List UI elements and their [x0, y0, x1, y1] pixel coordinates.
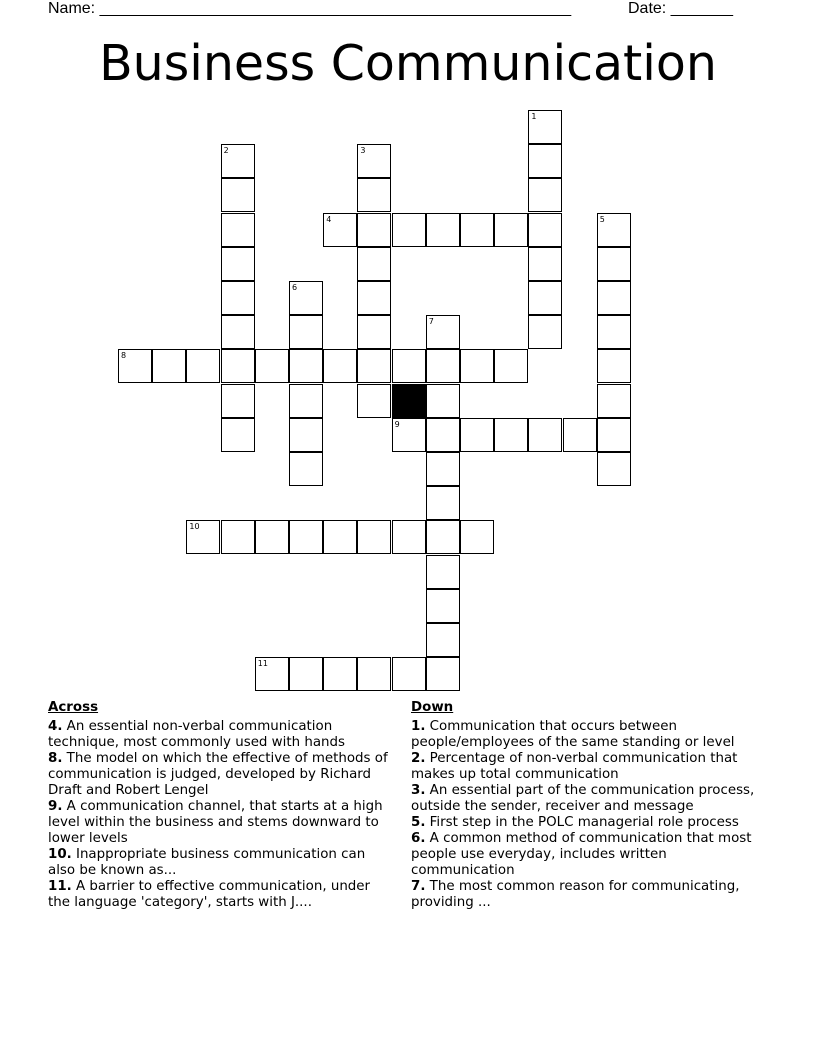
grid-cell[interactable]: [323, 213, 357, 247]
grid-cell[interactable]: [255, 349, 289, 383]
clue-number: 5.: [411, 815, 426, 830]
grid-cell[interactable]: [597, 247, 631, 281]
grid-cell[interactable]: [357, 349, 391, 383]
grid-cell[interactable]: [494, 418, 528, 452]
grid-cell[interactable]: [255, 657, 289, 691]
down-clue: [411, 783, 771, 815]
clue-text: Inappropriate business communication can also be known as...: [48, 847, 366, 878]
clue-text: A barrier to effective communication, under the language 'category', starts with J....: [48, 879, 371, 910]
grid-cell[interactable]: [357, 247, 391, 281]
down-clue: [411, 879, 771, 911]
grid-cell[interactable]: [597, 315, 631, 349]
grid-cell[interactable]: [289, 281, 323, 315]
clue-number: 9: [394, 419, 400, 429]
grid-cell[interactable]: [392, 213, 426, 247]
grid-cell[interactable]: [426, 555, 460, 589]
clue-number: 10: [189, 522, 200, 532]
down-clue: [411, 751, 771, 783]
grid-cell[interactable]: [323, 520, 357, 554]
clue-number: 11: [257, 659, 268, 669]
across-clue: [48, 799, 393, 847]
grid-cell[interactable]: [221, 178, 255, 212]
grid-cell[interactable]: [357, 178, 391, 212]
down-heading: Down: [411, 700, 454, 715]
grid-cell[interactable]: [426, 589, 460, 623]
across-clues: [48, 700, 393, 911]
clue-number: 3: [360, 146, 366, 156]
grid-cell[interactable]: [460, 213, 494, 247]
name-field[interactable]: Name: _____________________________________________________: [48, 0, 572, 17]
grid-cell[interactable]: [426, 384, 460, 418]
clue-text: Percentage of non-verbal communication that makes up total communication: [411, 751, 738, 782]
grid-cell[interactable]: [426, 213, 460, 247]
grid-cell[interactable]: [357, 213, 391, 247]
clue-number: 10.: [48, 847, 72, 862]
grid-cell[interactable]: [494, 349, 528, 383]
clue-number: 3.: [411, 783, 426, 798]
grid-cell[interactable]: [221, 418, 255, 452]
grid-cell[interactable]: [460, 520, 494, 554]
grid-cell[interactable]: [289, 657, 323, 691]
clue-text: An essential non-verbal communication technique, most commonly used with hands: [48, 719, 346, 750]
grid-cell[interactable]: [118, 349, 152, 383]
grid-cell[interactable]: [255, 520, 289, 554]
across-clue: [48, 847, 393, 879]
grid-cell[interactable]: [426, 486, 460, 520]
grid-cell[interactable]: [494, 213, 528, 247]
clue-number: 9.: [48, 799, 63, 814]
grid-cell[interactable]: [426, 623, 460, 657]
grid-cell[interactable]: [289, 452, 323, 486]
grid-cell[interactable]: [323, 349, 357, 383]
clue-number: 5: [599, 214, 605, 224]
clue-text: An essential part of the communication process, outside the sender, receiver and message: [411, 783, 755, 814]
grid-cell[interactable]: [186, 520, 220, 554]
clue-text: The most common reason for communicating, providing ...: [411, 879, 740, 910]
grid-cell[interactable]: [221, 315, 255, 349]
clue-number: 1.: [411, 719, 426, 734]
grid-cell[interactable]: [597, 418, 631, 452]
down-clue: [411, 831, 771, 879]
grid-cell[interactable]: [426, 520, 460, 554]
grid-cell[interactable]: [528, 144, 562, 178]
across-heading: Across: [48, 700, 99, 715]
grid-cell[interactable]: [597, 349, 631, 383]
grid-cell[interactable]: [221, 384, 255, 418]
grid-cell[interactable]: [426, 657, 460, 691]
across-clue-list: [48, 719, 393, 911]
grid-cell[interactable]: [186, 349, 220, 383]
grid-cell[interactable]: [357, 520, 391, 554]
grid-cell[interactable]: [221, 281, 255, 315]
grid-cell[interactable]: [392, 418, 426, 452]
grid-cell[interactable]: [323, 657, 357, 691]
grid-cell[interactable]: [563, 418, 597, 452]
clue-text: A communication channel, that starts at a high level within the business and stems downward to lower levels: [48, 799, 383, 846]
puzzle-title: Business Communication: [99, 35, 717, 92]
grid-cell[interactable]: [221, 520, 255, 554]
clue-number: 4.: [48, 719, 63, 734]
header-line: [48, 0, 768, 20]
grid-cell[interactable]: [289, 315, 323, 349]
grid-cell[interactable]: [528, 213, 562, 247]
clue-text: Communication that occurs between people/employees of the same standing or level: [411, 719, 735, 750]
down-clue: [411, 815, 771, 831]
grid-cell[interactable]: [392, 520, 426, 554]
grid-cell[interactable]: [597, 281, 631, 315]
clue-number: 7: [428, 317, 434, 327]
grid-cell[interactable]: [357, 144, 391, 178]
grid-cell[interactable]: [289, 384, 323, 418]
clue-number: 2: [223, 146, 229, 156]
clue-text: The model on which the effective of methods of communication is judged, developed by Richard Draft and Robert Lengel: [48, 751, 388, 798]
grid-cell[interactable]: [357, 315, 391, 349]
grid-cell[interactable]: [528, 281, 562, 315]
grid-cell[interactable]: [289, 349, 323, 383]
grid-cell[interactable]: [289, 520, 323, 554]
grid-cell[interactable]: [460, 349, 494, 383]
grid-cell[interactable]: [357, 384, 391, 418]
black-square: [392, 384, 426, 418]
clue-number: 2.: [411, 751, 426, 766]
across-clue: [48, 751, 393, 799]
grid-cell[interactable]: [426, 315, 460, 349]
grid-cell[interactable]: [426, 418, 460, 452]
clue-number: 6: [292, 283, 298, 292]
clue-number: 8.: [48, 751, 63, 766]
grid-cell[interactable]: [392, 349, 426, 383]
clue-number: 7.: [411, 879, 426, 894]
grid-cell[interactable]: [597, 452, 631, 486]
down-clues: [411, 700, 771, 911]
grid-cell[interactable]: [357, 657, 391, 691]
date-field[interactable]: Date: _______: [628, 0, 733, 17]
grid-cell[interactable]: [597, 384, 631, 418]
grid-cell[interactable]: [460, 418, 494, 452]
grid-cell[interactable]: [221, 144, 255, 178]
grid-cell[interactable]: [221, 349, 255, 383]
across-clue: [48, 719, 393, 751]
grid-cell[interactable]: [528, 110, 562, 144]
clue-text: A common method of communication that most people use everyday, includes written communication: [411, 831, 752, 878]
down-clue: [411, 719, 771, 751]
clue-number: 4: [326, 214, 332, 224]
grid-cell[interactable]: [357, 281, 391, 315]
grid-cell[interactable]: [528, 418, 562, 452]
clue-number: 11.: [48, 879, 72, 894]
clue-text: First step in the POLC managerial role process: [425, 815, 739, 830]
across-clue: [48, 879, 393, 911]
clue-number: 1: [531, 112, 537, 121]
grid-cell[interactable]: [426, 452, 460, 486]
grid-cell[interactable]: [289, 418, 323, 452]
grid-cell[interactable]: [528, 247, 562, 281]
grid-cell[interactable]: [528, 315, 562, 349]
grid-cell[interactable]: [221, 213, 255, 247]
clue-number: 6.: [411, 831, 426, 846]
grid-cell[interactable]: [528, 178, 562, 212]
grid-cell[interactable]: [152, 349, 186, 383]
grid-cell[interactable]: [426, 349, 460, 383]
down-clue-list: [411, 719, 771, 911]
clue-number: 8: [121, 351, 127, 361]
grid-cell[interactable]: [392, 657, 426, 691]
grid-cell[interactable]: [221, 247, 255, 281]
grid-cell[interactable]: [597, 213, 631, 247]
